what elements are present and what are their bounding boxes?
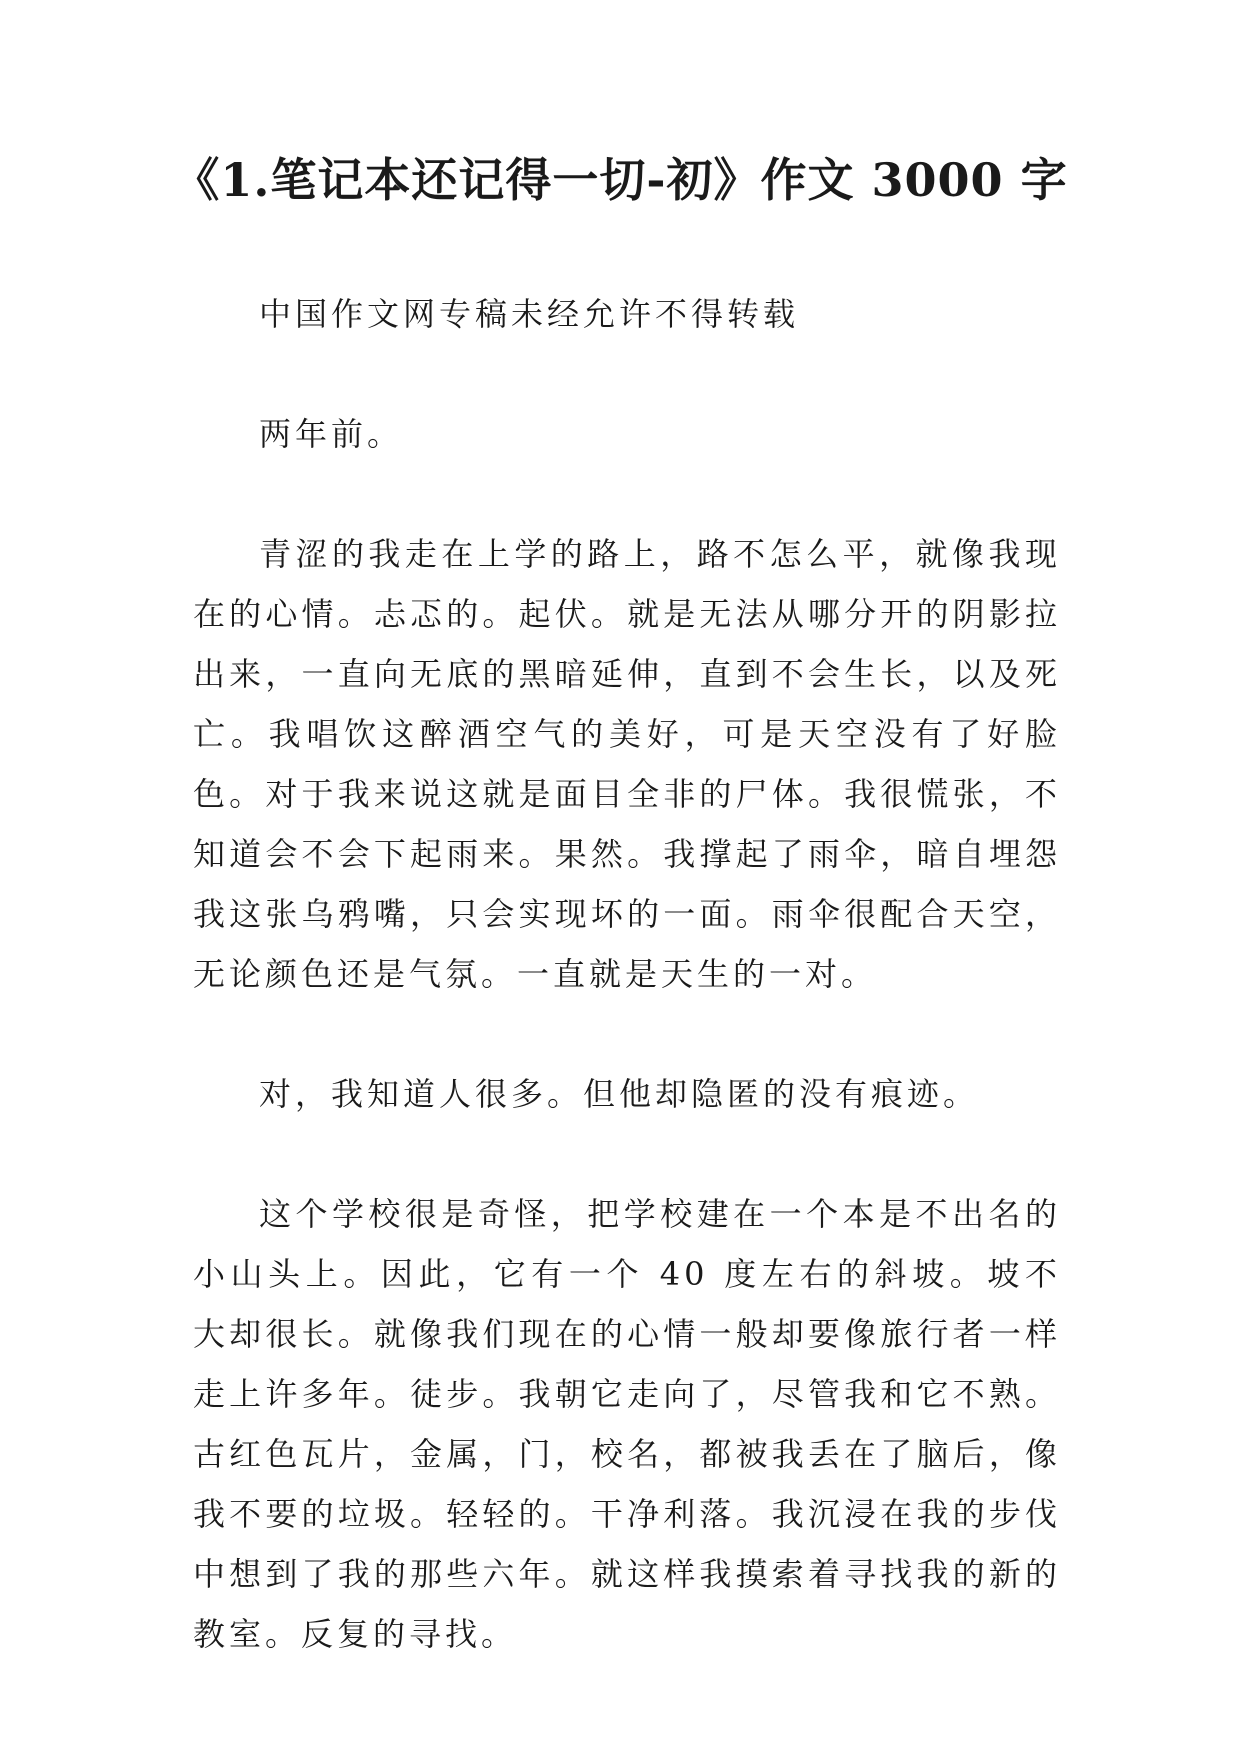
paragraph-school-on-hill: 这个学校很是奇怪，把学校建在一个本是不出名的小山头上。因此，它有一个 40 度左右的斜坡。坡不大却很长。就像我们现在的心情一般却要像旅行者一样走上许多年。徒步。我朝它走向了，尽管我和它不熟。古红色瓦片，金属，门，校名，都被我丢在了脑后，像我不要的垃圾。轻轻的。干净利落。我沉浸在我的步伐中想到了我的那些六年。就这样我摸索着寻找我的新的教室。反复的寻找。 xyxy=(193,1195,1061,1653)
paragraph-road-to-school: 青涩的我走在上学的路上，路不怎么平，就像我现在的心情。忐忑的。起伏。就是无法从哪分开的阴影拉出来，一直向无底的黑暗延伸，直到不会生长，以及死亡。我唱饮这醉酒空气的美好，可是天空没有了好脸色。对于我来说这就是面目全非的尸体。我很慌张，不知道会不会下起雨来。果然。我撑起了雨伞，暗自埋怨我这张乌鸦嘴，只会实现坏的一面。雨伞很配合天空，无论颜色还是气氛。一直就是天生的一对。 xyxy=(193,535,1061,993)
document-title: 《1.笔记本还记得一切-初》作文 3000 字 xyxy=(173,153,1068,207)
document-body xyxy=(193,284,1061,1724)
paragraph-two-years-ago: 两年前。 xyxy=(259,415,404,453)
paragraph-many-people: 对，我知道人很多。但他却隐匿的没有痕迹。 xyxy=(259,1075,980,1113)
paragraph-notice: 中国作文网专稿未经允许不得转载 xyxy=(259,295,800,333)
